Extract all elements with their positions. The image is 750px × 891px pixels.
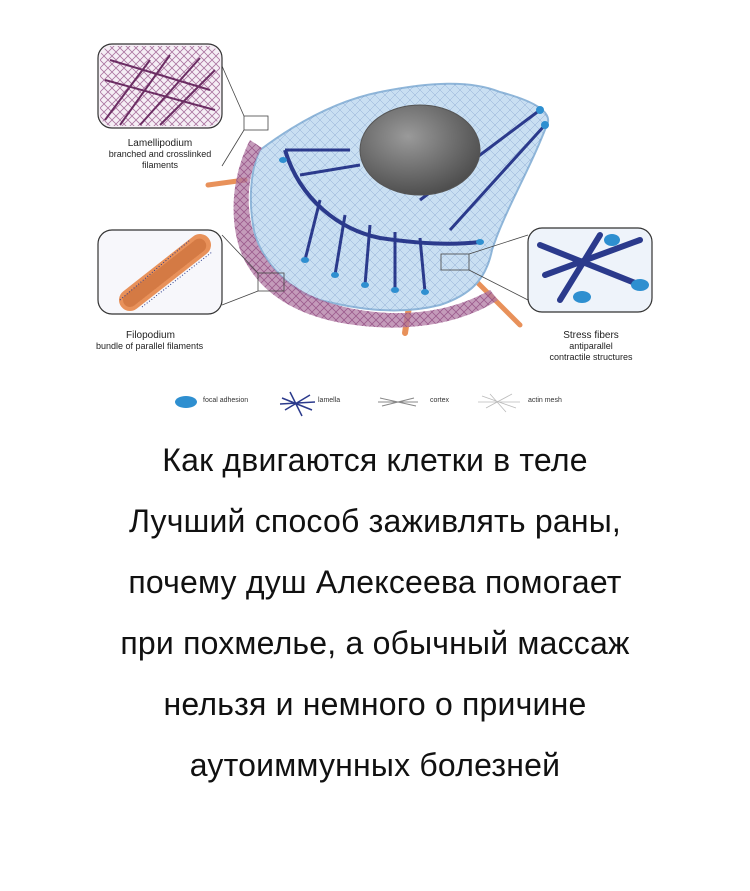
lamellipodium-desc-2: filaments: [141, 160, 178, 170]
stress-fibers-desc-2: contractile structures: [549, 352, 633, 362]
legend-focal-adhesion: focal adhesion: [203, 397, 249, 404]
headline-line-2: Лучший способ заживлять раны,: [128, 503, 622, 539]
legend-cortex: cortex: [430, 397, 450, 404]
filopodium-title: Filopodium: [126, 330, 175, 341]
filopodium-desc-1: bundle of parallel filaments: [96, 341, 204, 351]
headline-line-5: нельзя и немного о причине: [163, 686, 587, 722]
stress-fibers-desc-1: antiparallel: [569, 341, 613, 351]
cell-illustration: [0, 0, 750, 430]
lamellipodium-desc-1: branched and crosslinked: [108, 149, 212, 159]
headline-line-4: при похмелье, а обычный массаж: [120, 625, 630, 661]
headline-line-1: Как двигаются клетки в теле: [162, 442, 588, 478]
headline-line-6: аутоиммунных болезней: [189, 747, 561, 783]
filopodium-inset: [98, 230, 222, 314]
headline-text-block: [0, 440, 750, 806]
legend-actin-mesh: actin mesh: [528, 397, 562, 404]
headline-line-3: почему душ Алексеева помогает: [128, 564, 622, 600]
lamellipodium-title: Lamellipodium: [127, 138, 193, 149]
filopodium-caption: [96, 330, 296, 352]
legend-lamella: lamella: [318, 397, 341, 404]
nucleus: [360, 105, 480, 195]
stress-fibers-title: Stress fibers: [563, 330, 619, 341]
stress-fibers-caption: [526, 330, 656, 363]
lamellipodium-inset: [98, 44, 222, 128]
stress-fibers-inset: [528, 228, 652, 312]
lamellipodium-caption: [92, 138, 228, 171]
legend-marks: [175, 392, 520, 416]
cell-motility-diagram: [0, 0, 750, 430]
